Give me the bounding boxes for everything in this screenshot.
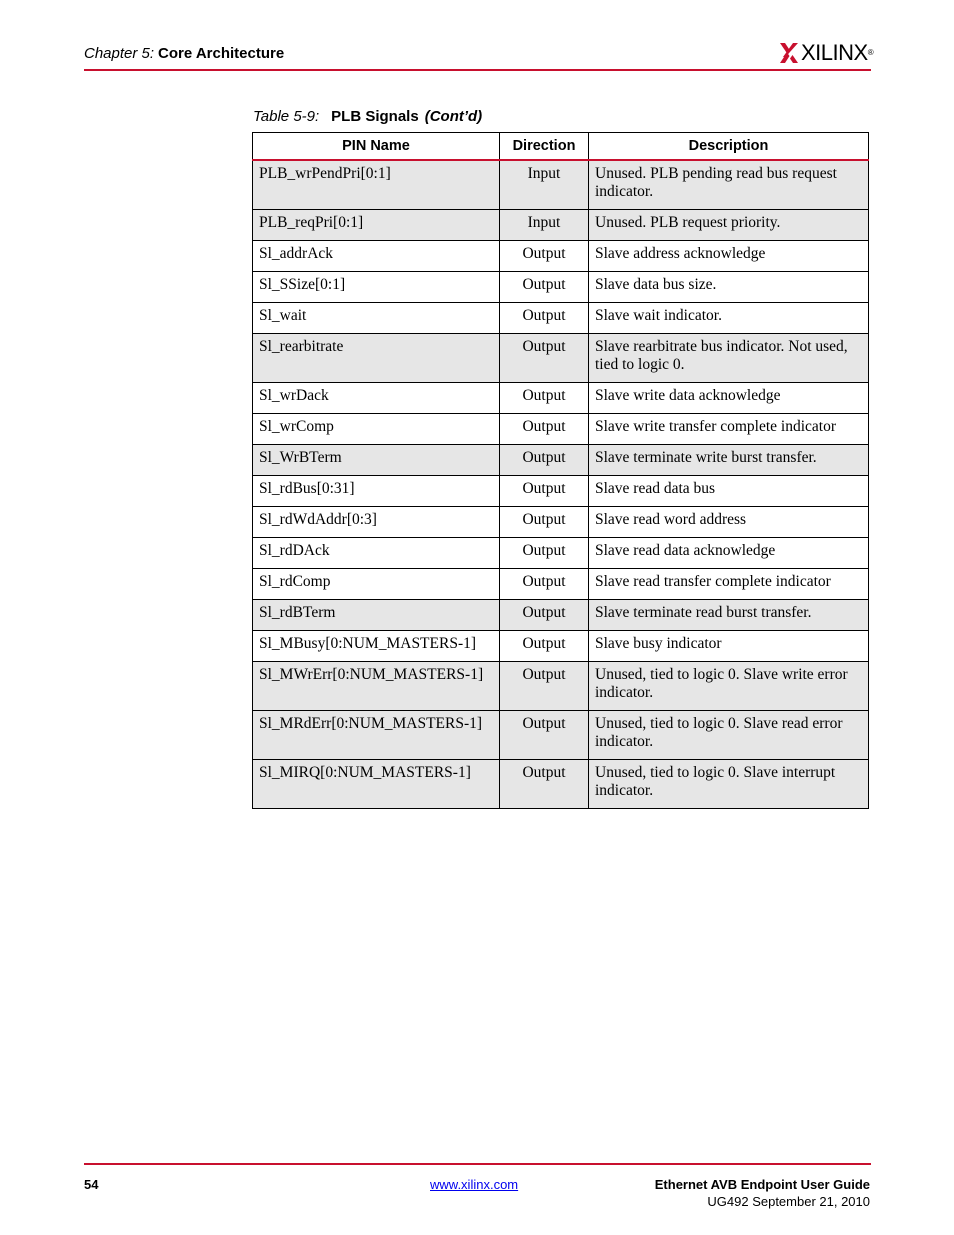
logo-text: [801, 40, 873, 66]
pin-cell: Sl_wrComp: [253, 414, 500, 445]
pin-cell: Sl_rdBTerm: [253, 600, 500, 631]
table-row: [253, 760, 869, 809]
description-cell: Slave write transfer complete indicator: [589, 414, 869, 445]
plb-signals-table: [252, 132, 869, 809]
table-row: [253, 241, 869, 272]
table-row: [253, 569, 869, 600]
table-row: [253, 160, 869, 210]
logo-registered-mark: ®: [867, 48, 874, 57]
xilinx-x-mark-icon: [780, 43, 798, 63]
description-cell: Slave data bus size.: [589, 272, 869, 303]
direction-cell: Output: [500, 414, 589, 445]
table-row: [253, 538, 869, 569]
table-header-row: [253, 133, 869, 161]
direction-cell: Output: [500, 383, 589, 414]
description-cell: Slave rearbitrate bus indicator. Not used, tied to logic 0.: [589, 334, 869, 383]
pin-cell: Sl_rdDAck: [253, 538, 500, 569]
description-cell: Unused, tied to logic 0. Slave write error indicator.: [589, 662, 869, 711]
pin-cell: Sl_addrAck: [253, 241, 500, 272]
direction-cell: Output: [500, 569, 589, 600]
table-row: [253, 334, 869, 383]
description-cell: Slave terminate write burst transfer.: [589, 445, 869, 476]
chapter-label: Chapter 5:: [84, 45, 155, 62]
description-cell: Slave read data bus: [589, 476, 869, 507]
table-row: [253, 631, 869, 662]
pin-cell: Sl_rdBus[0:31]: [253, 476, 500, 507]
table-row: [253, 210, 869, 241]
direction-cell: Output: [500, 711, 589, 760]
pin-cell: Sl_MRdErr[0:NUM_MASTERS-1]: [253, 711, 500, 760]
direction-cell: Output: [500, 600, 589, 631]
caption-title: PLB Signals: [331, 108, 419, 125]
pin-cell: Sl_WrBTerm: [253, 445, 500, 476]
chapter-title: Core Architecture: [158, 45, 285, 62]
table-row: [253, 711, 869, 760]
direction-cell: Output: [500, 538, 589, 569]
table-row: [253, 600, 869, 631]
table-row: [253, 662, 869, 711]
pin-cell: Sl_wrDack: [253, 383, 500, 414]
direction-cell: Output: [500, 631, 589, 662]
pin-cell: Sl_MWrErr[0:NUM_MASTERS-1]: [253, 662, 500, 711]
direction-cell: Output: [500, 662, 589, 711]
pin-cell: Sl_wait: [253, 303, 500, 334]
table-row: [253, 414, 869, 445]
table-row: [253, 507, 869, 538]
description-cell: Unused, tied to logic 0. Slave interrupt indicator.: [589, 760, 869, 809]
column-header-direction: Direction: [500, 133, 589, 161]
direction-cell: Output: [500, 334, 589, 383]
description-cell: Slave read data acknowledge: [589, 538, 869, 569]
document-title: Ethernet AVB Endpoint User Guide: [654, 1177, 870, 1192]
direction-cell: Input: [500, 160, 589, 210]
table-row: [253, 383, 869, 414]
caption-continued: (Cont’d): [424, 108, 483, 125]
table-row: [253, 476, 869, 507]
description-cell: Slave write data acknowledge: [589, 383, 869, 414]
table-row: [253, 445, 869, 476]
pin-cell: PLB_reqPri[0:1]: [253, 210, 500, 241]
direction-cell: Output: [500, 476, 589, 507]
description-cell: Unused, tied to logic 0. Slave read error indicator.: [589, 711, 869, 760]
description-cell: Unused. PLB pending read bus request indicator.: [589, 160, 869, 210]
direction-cell: Output: [500, 445, 589, 476]
direction-cell: Output: [500, 760, 589, 809]
document-id-date: UG492 September 21, 2010: [707, 1194, 870, 1209]
direction-cell: Output: [500, 272, 589, 303]
page-number: 54: [84, 1177, 99, 1192]
xilinx-logo: [780, 40, 873, 66]
direction-cell: Output: [500, 507, 589, 538]
description-cell: Slave wait indicator.: [589, 303, 869, 334]
logo-wordmark: XILINX: [801, 40, 868, 65]
description-cell: Slave read transfer complete indicator: [589, 569, 869, 600]
pin-cell: Sl_rearbitrate: [253, 334, 500, 383]
table-row: [253, 303, 869, 334]
direction-cell: Output: [500, 241, 589, 272]
direction-cell: Output: [500, 303, 589, 334]
column-header-description: Description: [589, 133, 869, 161]
column-header-pin-name: PIN Name: [253, 133, 500, 161]
description-cell: Slave terminate read burst transfer.: [589, 600, 869, 631]
xilinx-website-link[interactable]: www.xilinx.com: [430, 1177, 519, 1192]
description-cell: Unused. PLB request priority.: [589, 210, 869, 241]
header-rule: [84, 69, 871, 71]
pin-cell: Sl_rdWdAddr[0:3]: [253, 507, 500, 538]
description-cell: Slave address acknowledge: [589, 241, 869, 272]
pin-cell: Sl_MIRQ[0:NUM_MASTERS-1]: [253, 760, 500, 809]
description-cell: Slave busy indicator: [589, 631, 869, 662]
chapter-heading: [84, 45, 284, 63]
table-row: [253, 272, 869, 303]
direction-cell: Input: [500, 210, 589, 241]
table-caption: [253, 108, 482, 126]
pin-cell: Sl_rdComp: [253, 569, 500, 600]
description-cell: Slave read word address: [589, 507, 869, 538]
caption-number: Table 5-9:: [253, 108, 320, 125]
pin-cell: Sl_SSize[0:1]: [253, 272, 500, 303]
pin-cell: Sl_MBusy[0:NUM_MASTERS-1]: [253, 631, 500, 662]
pin-cell: PLB_wrPendPri[0:1]: [253, 160, 500, 210]
footer-rule: [84, 1163, 871, 1165]
